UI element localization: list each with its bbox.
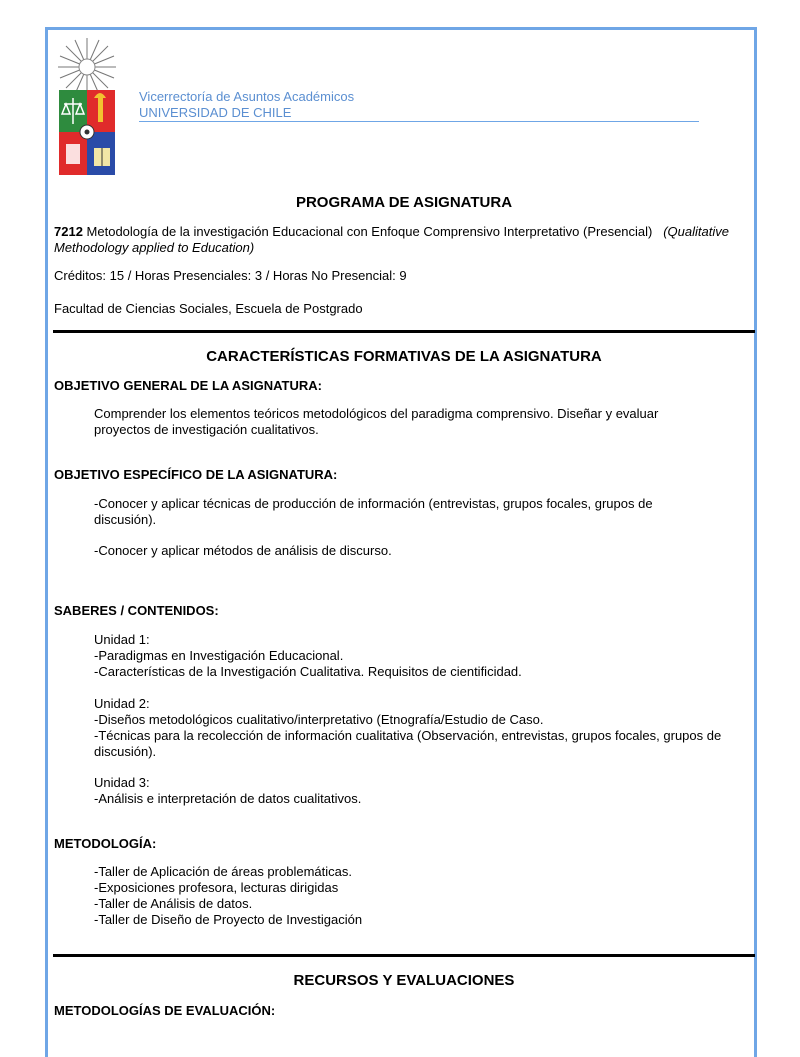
course-code: 7212	[54, 224, 83, 239]
course-name-english: (Qualitative Methodology applied to Education)	[54, 224, 729, 255]
objetivo-general-heading: OBJETIVO GENERAL DE LA ASIGNATURA:	[54, 378, 322, 393]
unidad-block	[94, 775, 734, 807]
page-title: PROGRAMA DE ASIGNATURA	[295, 194, 513, 211]
unidad-title: Unidad 1:	[94, 632, 150, 647]
metodologia-item: -Taller de Análisis de datos.	[94, 896, 253, 911]
institution-header	[139, 89, 699, 121]
metodologia-heading: METODOLOGÍA:	[54, 836, 157, 851]
metodologia-item: -Taller de Diseño de Proyecto de Investigación	[94, 912, 363, 927]
section-divider	[53, 330, 755, 333]
unidad-item: -Análisis e interpretación de datos cualitativos.	[94, 791, 362, 806]
objetivo-especifico-item: -Conocer y aplicar métodos de análisis de discurso.	[94, 543, 392, 558]
section-title-recursos: RECURSOS Y EVALUACIONES	[293, 972, 515, 989]
course-name: Metodología de la investigación Educacional con Enfoque Comprensivo Interpretativo (Presencial)	[86, 224, 653, 239]
header-rule	[139, 121, 699, 122]
unidad-block	[94, 632, 734, 680]
metodologia-item: -Exposiciones profesora, lecturas dirigidas	[94, 880, 339, 895]
section-divider	[53, 954, 755, 957]
unidad-block	[94, 696, 734, 760]
metodologias-evaluacion-heading: METODOLOGÍAS DE EVALUACIÓN:	[54, 1003, 276, 1018]
unidad-item: -Diseños metodológicos cualitativo/interpretativo (Etnografía/Estudio de Caso.	[94, 712, 544, 727]
section-title-caracteristicas: CARACTERÍSTICAS FORMATIVAS DE LA ASIGNATURA	[206, 348, 602, 365]
universidad-text: UNIVERSIDAD DE CHILE	[139, 105, 292, 120]
metodologia-item: -Taller de Aplicación de áreas problemáticas.	[94, 864, 352, 879]
course-description	[54, 224, 749, 256]
objetivo-general-text: Comprender los elementos teóricos metodológicos del paradigma comprensivo. Diseñar y evaluar proyectos de investigación cualitativos.	[94, 406, 659, 437]
unidad-item: -Características de la Investigación Cualitativa. Requisitos de cientificidad.	[94, 664, 522, 679]
university-crest-logo	[58, 36, 116, 178]
objetivo-especifico-heading: OBJETIVO ESPECÍFICO DE LA ASIGNATURA:	[54, 467, 338, 482]
saberes-heading: SABERES / CONTENIDOS:	[54, 603, 219, 618]
metodologia-list	[94, 864, 734, 928]
unidad-item: -Paradigmas en Investigación Educacional.	[94, 648, 344, 663]
unidad-title: Unidad 2:	[94, 696, 150, 711]
vicerrectoria-text: Vicerrectoría de Asuntos Académicos	[139, 89, 355, 104]
unidad-title: Unidad 3:	[94, 775, 150, 790]
course-faculty: Facultad de Ciencias Sociales, Escuela de Postgrado	[54, 301, 363, 316]
objetivo-especifico-item: -Conocer y aplicar técnicas de producción de información (entrevistas, grupos focales, grupos de discusión).	[94, 496, 653, 527]
course-credits: Créditos: 15 / Horas Presenciales: 3 / Horas No Presencial: 9	[54, 268, 407, 283]
unidad-item: -Técnicas para la recolección de información cualitativa (Observación, entrevistas, grupos focales, grupos de discusión).	[94, 728, 722, 759]
